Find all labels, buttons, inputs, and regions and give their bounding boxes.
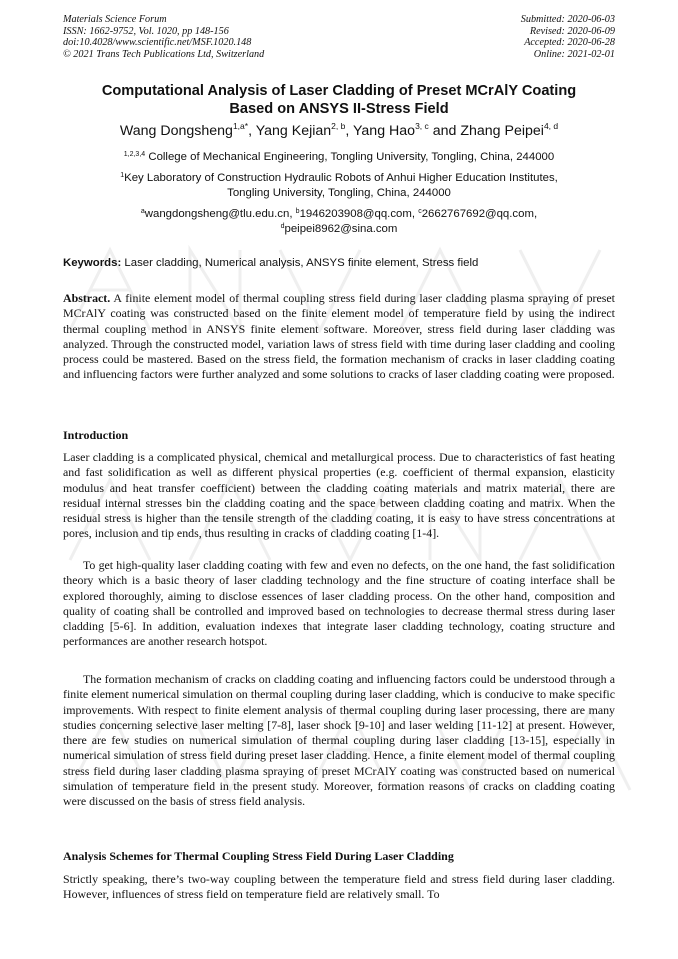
- email-sup: d: [280, 222, 285, 230]
- author-separator: ,: [345, 123, 353, 139]
- author-sup: 1,a*: [232, 121, 249, 131]
- introduction-paragraph-1: Laser cladding is a complicated physical, chemical and metallurgical process. Due to characteristics of fast heating and fast solidification as well as different physical properties (e.g. coefficient of thermal expansion, elasticity modulus and heat transfer coefficient) between the cladding coating materials and matrix material, there are residual internal stresses bin the cladding coating and the space between cladding coating and matrix. When the residual stress is higher than the tensile strength of the cladding coating, it is easy to have stress concentrations at pores, inclusion and tip ends, thus resulting in cracks of cladding coating [1-4].: [63, 450, 615, 541]
- analysis-paragraph-1: Strictly speaking, there’s two-way coupling between the temperature field and stress field during laser cladding. However, influences of stress field on temperature field are relatively small. To: [63, 872, 615, 902]
- author-name: Yang Kejian: [255, 123, 332, 139]
- affiliation-1: [63, 150, 615, 165]
- email-sup: c: [418, 208, 422, 215]
- author-sup: 3, c: [415, 121, 429, 131]
- email-address[interactable]: wangdongsheng@tlu.edu.cn,: [144, 208, 296, 220]
- author-sup: 2, b: [331, 121, 346, 131]
- revised-date: Revised: 2020-06-09: [529, 25, 615, 37]
- title-line-1: Computational Analysis of Laser Cladding of Preset MCrAlY Coating: [101, 83, 577, 99]
- email-block: [63, 207, 615, 237]
- copyright-line: © 2021 Trans Tech Publications Ltd, Switzerland: [63, 48, 265, 60]
- affiliation-sup: 1,2,3,4: [123, 151, 146, 158]
- email-address[interactable]: 2662767692@qq.com,: [421, 208, 538, 220]
- author-separator: ,: [248, 123, 256, 139]
- journal-name: Materials Science Forum: [63, 14, 167, 25]
- introduction-heading: Introduction: [63, 428, 129, 442]
- keywords-text: Laser cladding, Numerical analysis, ANSYS finite element, Stress field: [121, 257, 479, 269]
- abstract-label: Abstract.: [63, 291, 111, 305]
- issn-line: ISSN: 1662-9752, Vol. 1020, pp 148-156: [63, 25, 229, 37]
- email-sup: a: [140, 208, 145, 215]
- submitted-date: Submitted: 2020-06-03: [520, 14, 615, 25]
- author-sup: 4, d: [543, 121, 559, 131]
- publication-dates: [521, 14, 615, 60]
- abstract-text: A finite element model of thermal coupling stress field during laser cladding plasma spraying of preset MCrAlY coating was constructed based on the finite element model of temperature field by using the indirect thermal coupling method in ANSYS finite element software. Moreover, stress field during laser cladding was analyzed. Through the constructed model, variation laws of stress field with time during laser cladding and cooling process could be mastered. Based on the stress field, the formation mechanism of cracks in laser cladding coating and influencing factors were further analyzed and some solutions to cracks of laser cladding coating were proposed.: [63, 291, 615, 382]
- title-line-2: Based on ANSYS II-Stress Field: [229, 101, 449, 117]
- affiliation-text: Tongling University, Tongling, China, 244000: [227, 186, 451, 199]
- abstract: [63, 291, 615, 383]
- author-list: [63, 122, 615, 140]
- introduction-paragraph-2: To get high-quality laser cladding coating with few and even no defects, on the one hand, the fast solidification theory which is a basic theory of laser cladding technology and the fine structure of coating interface shall be explored thoroughly, aiming to disclose essences of laser cladding process. On the other hand, composition and quality of coating shall be controlled and improved based on technologies to decrease thermal stress during laser cladding [5-6]. In addition, evaluation indexes that integrate laser cladding technology, coating structure and performances are another research hotspot.: [63, 558, 615, 649]
- keywords: [63, 256, 615, 271]
- email-address[interactable]: 1946203908@qq.com,: [299, 208, 419, 220]
- author-name: Wang Dongsheng: [119, 123, 233, 139]
- accepted-date: Accepted: 2020-06-28: [524, 37, 615, 49]
- email-address[interactable]: peipei8962@sina.com: [284, 222, 398, 235]
- author-name: Yang Hao: [353, 123, 416, 139]
- introduction-paragraph-3: The formation mechanism of cracks on cladding coating and influencing factors could be understood through a finite element numerical simulation on thermal coupling during laser cladding, which is conducive to make specific improvements. With respect to finite element analysis of thermal coupling during laser processing, there are many studies concerning selective laser melting [7-8], laser shock [9-10] and laser welding [11-12] at present. However, there are few studies on numerical simulation of thermal coupling during laser cladding [13-15], especially in numerical simulation of stress field during preset laser cladding. Hence, a finite element model of thermal coupling stress field during laser cladding plasma spraying of preset MCrAlY coating was constructed based on numerical simulation of temperature field in the present study. Moreover, formation reasons of cracks on cladding coating were discussed on the basis of stress field analysis.: [63, 672, 615, 809]
- author-name: Zhang Peipei: [460, 123, 544, 139]
- online-date: Online: 2021-02-01: [533, 48, 615, 60]
- author-separator: and: [428, 123, 461, 139]
- paper-title: [63, 82, 615, 118]
- email-sup: b: [295, 208, 300, 215]
- keywords-label: Keywords:: [63, 257, 122, 269]
- journal-header: [63, 14, 264, 60]
- analysis-heading: Analysis Schemes for Thermal Coupling Stress Field During Laser Cladding: [63, 849, 454, 863]
- affiliation-text: Key Laboratory of Construction Hydraulic Robots of Anhui Higher Education Institutes,: [124, 172, 558, 184]
- doi-line: doi:10.4028/www.scientific.net/MSF.1020.148: [63, 37, 252, 49]
- affiliation-sup: 1: [120, 172, 125, 179]
- affiliation-text: College of Mechanical Engineering, Tongling University, Tongling, China, 244000: [145, 151, 555, 163]
- affiliation-2: [63, 171, 615, 201]
